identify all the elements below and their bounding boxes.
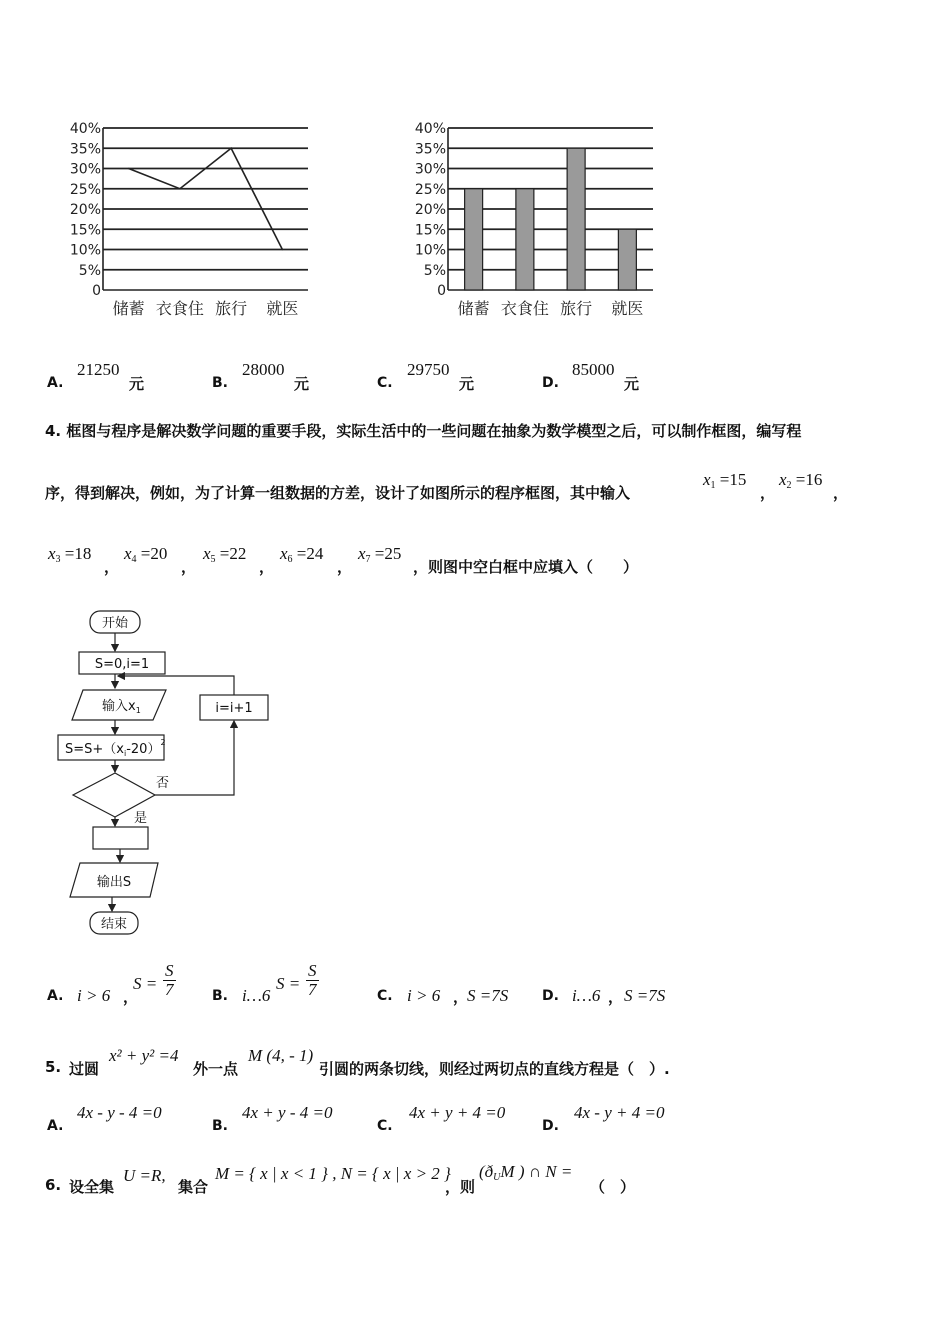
- x-tick-label: 衣食住: [155, 299, 204, 318]
- flow-blank-box: [93, 827, 148, 849]
- x-tick-label: 旅行: [560, 299, 593, 318]
- bar-chart: [400, 115, 670, 325]
- option-sep: ，: [123, 988, 139, 1006]
- q5-number: 5.: [45, 1058, 62, 1076]
- data-point: [230, 147, 232, 149]
- y-tick-label: 25%: [69, 181, 101, 198]
- option-letter: C.: [377, 988, 393, 1004]
- y-tick-label: 30%: [69, 161, 101, 178]
- option-cond: i > 6: [407, 986, 441, 1005]
- q4-number: 4.: [45, 422, 62, 440]
- option-letter: C.: [377, 1118, 393, 1134]
- flow-start-label: 开始: [101, 616, 129, 631]
- flow-input-label: 输入$x_1$: [102, 699, 141, 715]
- q4-sep: ，: [259, 558, 275, 576]
- option-value: 29750: [407, 360, 450, 379]
- q4-input-x4: $x_4 =20$: [124, 544, 168, 565]
- q4-option-d[interactable]: [542, 962, 702, 1010]
- q6-text-4: （ ）: [590, 1178, 636, 1196]
- flow-end-label: 结束: [100, 917, 128, 932]
- option-cond: i…6: [242, 986, 271, 1005]
- option-unit: 元: [294, 375, 310, 393]
- option-letter: A.: [47, 1118, 64, 1134]
- q4-sep: ，: [181, 558, 197, 576]
- x-tick-label: 衣食住: [500, 299, 549, 318]
- data-point: [128, 168, 130, 170]
- y-tick-label: 15%: [69, 222, 101, 239]
- option-fraction: $\frac{S}{7}$: [165, 961, 174, 999]
- q6-expression: ($ð_UM$ ) ∩ N =: [479, 1162, 573, 1183]
- y-tick-label: 15%: [414, 222, 446, 239]
- y-tick-label: 30%: [414, 161, 446, 178]
- q4-input-x3: $x_3 =18$: [48, 544, 92, 565]
- option-value: 85000: [572, 360, 615, 379]
- q4-input-x5: $x_5 =22$: [203, 544, 247, 565]
- y-tick-label: 5%: [423, 262, 446, 279]
- option-letter: A.: [47, 375, 64, 391]
- option-sep: ，: [608, 988, 624, 1006]
- q5-text-1: 过圆: [69, 1060, 100, 1078]
- q5-circle-equation: x² + y² =4: [109, 1046, 179, 1065]
- option-expr: 4x - y + 4 =0: [574, 1103, 665, 1122]
- y-tick-label: 10%: [414, 242, 446, 259]
- q6-text-1: 设全集: [69, 1178, 115, 1196]
- bar: [465, 189, 483, 290]
- option-expr: 4x - y - 4 =0: [77, 1103, 162, 1122]
- option-unit: 元: [459, 375, 475, 393]
- option-expr-lhs: S =: [133, 974, 158, 993]
- y-tick-label: 5%: [78, 262, 101, 279]
- option-expr: S =7S: [624, 986, 666, 1005]
- question-5: [45, 1046, 925, 1076]
- q4-line2: [45, 482, 630, 503]
- q4-line1: [45, 420, 801, 441]
- option-letter: D.: [542, 988, 559, 1004]
- y-tick-label: 40%: [414, 121, 446, 137]
- question-6: [45, 1162, 925, 1196]
- bar: [567, 148, 585, 290]
- flow-yes-label: 是: [134, 811, 148, 826]
- y-tick-label: 0: [92, 283, 101, 299]
- q4-sep: ，: [337, 558, 353, 576]
- option-cond: i > 6: [77, 986, 111, 1005]
- q5-point: M (4, - 1): [248, 1046, 314, 1065]
- flow-output-label: 输出S: [96, 875, 132, 890]
- option-unit: 元: [129, 375, 145, 393]
- series-line: [129, 148, 283, 249]
- option-letter: C.: [377, 375, 393, 391]
- q4-input-x1: $x_1 =15$: [703, 470, 747, 491]
- q4-input-x7: $x_7 =25$: [358, 544, 402, 565]
- q6-text-2: 集合: [178, 1178, 209, 1196]
- y-tick-label: 0: [437, 283, 446, 299]
- x-tick-label: 储蓄: [457, 299, 490, 318]
- q6-universe: U =R,: [123, 1166, 166, 1185]
- bar: [618, 229, 636, 290]
- data-point: [179, 188, 181, 190]
- q4-input-x2: $x_2 =16$: [779, 470, 823, 491]
- option-letter: D.: [542, 375, 559, 391]
- data-point: [282, 249, 284, 251]
- option-letter: B.: [212, 988, 228, 1004]
- option-letter: B.: [212, 1118, 228, 1134]
- q4-sep: ，: [833, 484, 849, 502]
- q5-text-2: 外一点: [193, 1060, 239, 1078]
- option-expr-lhs: S =: [276, 974, 301, 993]
- q6-text-3: ，则: [445, 1178, 476, 1196]
- y-tick-label: 35%: [414, 141, 446, 158]
- option-letter: A.: [47, 988, 64, 1004]
- q4-option-c[interactable]: [377, 962, 537, 1010]
- line-chart: [55, 115, 325, 325]
- y-tick-label: 20%: [69, 202, 101, 218]
- flow-update-label: $S=S+(x_i-20)^2$: [65, 738, 166, 758]
- option-cond: i…6: [572, 986, 601, 1005]
- option-value: 28000: [242, 360, 285, 379]
- y-tick-label: 25%: [414, 181, 446, 198]
- flowchart: [50, 600, 290, 945]
- y-tick-label: 35%: [69, 141, 101, 158]
- option-letter: B.: [212, 375, 228, 391]
- q6-number: 6.: [45, 1176, 62, 1194]
- q6-sets: M = { x | x < 1 } , N = { x | x > 2 }: [215, 1164, 451, 1183]
- q4-text-2: 序，得到解决，例如，为了计算一组数据的方差，设计了如图所示的程序框图，其中输入: [45, 484, 631, 502]
- x-tick-label: 储蓄: [112, 299, 145, 318]
- bar: [516, 189, 534, 290]
- y-tick-label: 40%: [69, 121, 101, 137]
- option-expr: 4x + y - 4 =0: [242, 1103, 333, 1122]
- y-tick-label: 10%: [69, 242, 101, 259]
- flow-no-label: 否: [156, 776, 170, 791]
- option-expr: 4x + y + 4 =0: [409, 1103, 506, 1122]
- option-sep: ，: [453, 988, 469, 1006]
- flow-init-label: S=0,i=1: [94, 657, 150, 672]
- flow-incr-label: i=i+1: [215, 701, 253, 716]
- option-expr: S =7S: [467, 986, 509, 1005]
- x-tick-label: 就医: [611, 299, 644, 318]
- option-fraction: $\frac{S}{7}$: [308, 961, 317, 999]
- option-value: 21250: [77, 360, 120, 379]
- x-tick-label: 就医: [266, 299, 299, 318]
- q4-text-3: ，则图中空白框中应填入（ ）: [413, 558, 639, 576]
- option-letter: D.: [542, 1118, 559, 1134]
- y-tick-label: 20%: [414, 202, 446, 218]
- x-tick-label: 旅行: [215, 299, 248, 318]
- q4-sep: ，: [760, 484, 776, 502]
- q4-option-b[interactable]: [212, 962, 372, 1010]
- option-unit: 元: [624, 375, 640, 393]
- q5-text-3: 引圆的两条切线，则经过两切点的直线方程是（ ）.: [319, 1060, 670, 1078]
- q4-input-x6: $x_6 =24$: [280, 544, 324, 565]
- q4-sep: ，: [104, 558, 120, 576]
- q4-text-1: 框图与程序是解决数学问题的重要手段，实际生活中的一些问题在抽象为数学模型之后，可以制作框图，编写程: [66, 422, 802, 440]
- q4-option-a[interactable]: [47, 962, 207, 1010]
